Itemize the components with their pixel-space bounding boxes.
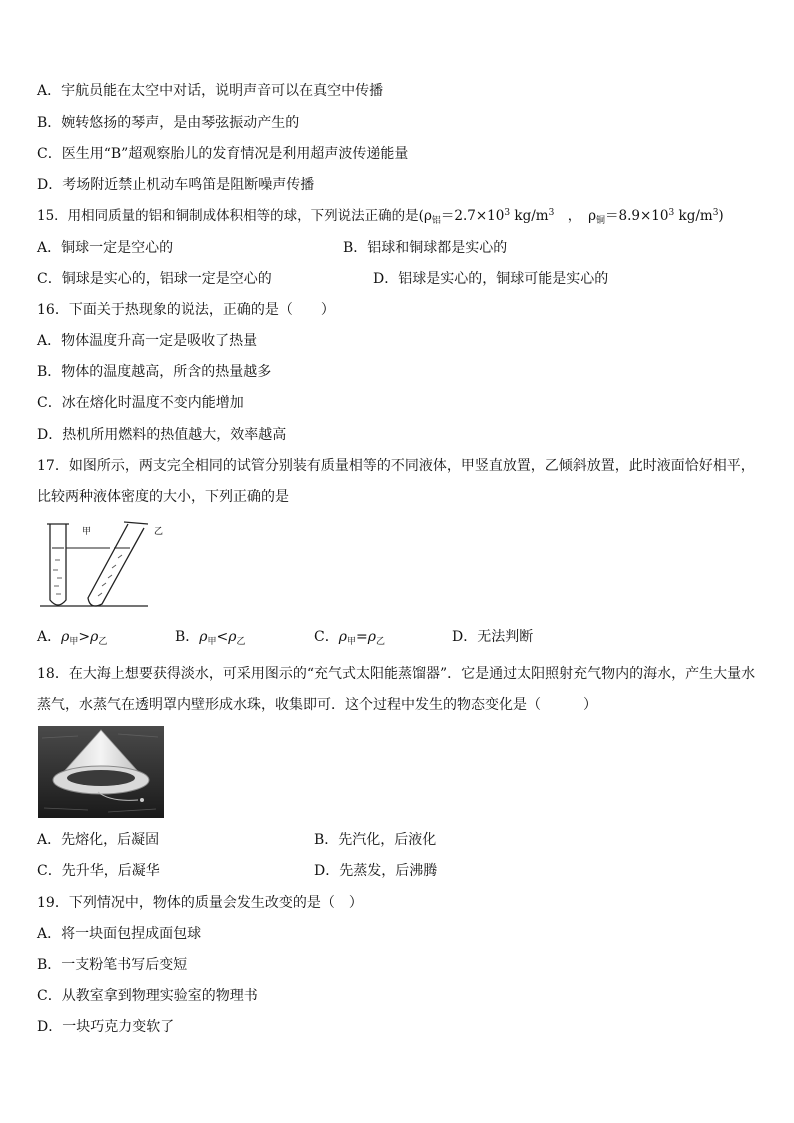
q19-option-b: B．一支粉笔书写后变短 — [37, 957, 188, 973]
label-jia: 甲 — [82, 527, 92, 537]
q19-option-d: D．一块巧克力变软了 — [37, 1019, 175, 1035]
q17-option-c: C．$\rho_甲=\rho_乙$ — [314, 629, 385, 647]
q17-option-d: D．无法判断 — [452, 629, 534, 645]
q17-stem-line1: 17．如图所示，两支完全相同的试管分别装有质量相等的不同液体，甲竖直放置，乙倾斜放置，此时液面恰好相平， — [37, 458, 755, 474]
q16-option-c: C．冰在熔化时温度不变内能增加 — [37, 395, 244, 411]
q17-option-b: B．$\rho_甲<\rho_乙$ — [175, 629, 246, 647]
q18-stem-line2: 蒸气，水蒸气在透明罩内壁形成水珠，收集即可．这个过程中发生的物态变化是（ ） — [37, 697, 597, 713]
q14-option-c: C．医生用“B”超观察胎儿的发育情况是利用超声波传递能量 — [37, 146, 409, 162]
q17-option-a: A．$\rho_甲>\rho_乙$ — [37, 629, 108, 647]
q18-option-a: A．先熔化，后凝固 — [37, 832, 160, 848]
q17-stem-line2: 比较两种液体密度的大小，下列正确的是 — [37, 489, 289, 505]
q16-stem: 16．下面关于热现象的说法，正确的是（ ） — [37, 302, 335, 318]
q16-option-d: D．热机所用燃料的热值越大，效率越高 — [37, 427, 287, 443]
q18-option-b: B．先汽化，后液化 — [314, 832, 437, 848]
q19-stem: 19．下列情况中，物体的质量会发生改变的是（ ） — [37, 895, 363, 911]
test-tubes-figure — [38, 520, 168, 612]
q18-option-c: C．先升华，后凝华 — [37, 863, 160, 879]
q14-option-d: D．考场附近禁止机动车鸣笛是阻断噪声传播 — [37, 177, 315, 193]
q15-option-d: D．铝球是实心的，铜球可能是实心的 — [373, 271, 609, 287]
q15-option-a: A．铜球一定是空心的 — [37, 240, 174, 256]
q19-option-a: A．将一块面包捏成面包球 — [37, 926, 202, 942]
q15-stem-text: 15．用相同质量的铝和铜制成体积相等的球，下列说法正确的是( — [37, 208, 424, 224]
q15-option-b: B．铝球和铜球都是实心的 — [343, 240, 508, 256]
q15-rho-al: $\rho_铝=2.7\times 10^3$ $kg/m^3$ — [423, 208, 555, 226]
q18-stem-line1: 18．在大海上想要获得淡水，可采用图示的“充气式太阳能蒸馏器”．它是通过太阳照射充气物内的海水，产生大量水 — [37, 666, 756, 682]
label-yi: 乙 — [154, 527, 164, 537]
q14-option-a: A．宇航员能在太空中对话，说明声音可以在真空中传播 — [37, 83, 384, 99]
q15-rho-cu: $\rho_铜=8.9\times 10^3$ $kg/m^3$ — [588, 208, 719, 226]
q19-option-c: C．从教室拿到物理实验室的物理书 — [37, 988, 258, 1004]
q15-stem: 15．用相同质量的铝和铜制成体积相等的球，下列说法正确的是($\rho_铝=2.7\times 10^3$ $kg/m^3$ ， $\rho_铜=8.9\times 10^3$ $kg/m^3$) — [37, 208, 724, 226]
q18-option-d: D．先蒸发，后沸腾 — [314, 863, 438, 879]
q14-option-b: B．婉转悠扬的琴声，是由琴弦振动产生的 — [37, 115, 300, 131]
q16-option-a: A．物体温度升高一定是吸收了热量 — [37, 333, 258, 349]
solar-still-photo — [38, 726, 164, 818]
q16-option-b: B．物体的温度越高，所含的热量越多 — [37, 364, 272, 380]
q15-option-c: C．铜球是实心的，铝球一定是空心的 — [37, 271, 272, 287]
